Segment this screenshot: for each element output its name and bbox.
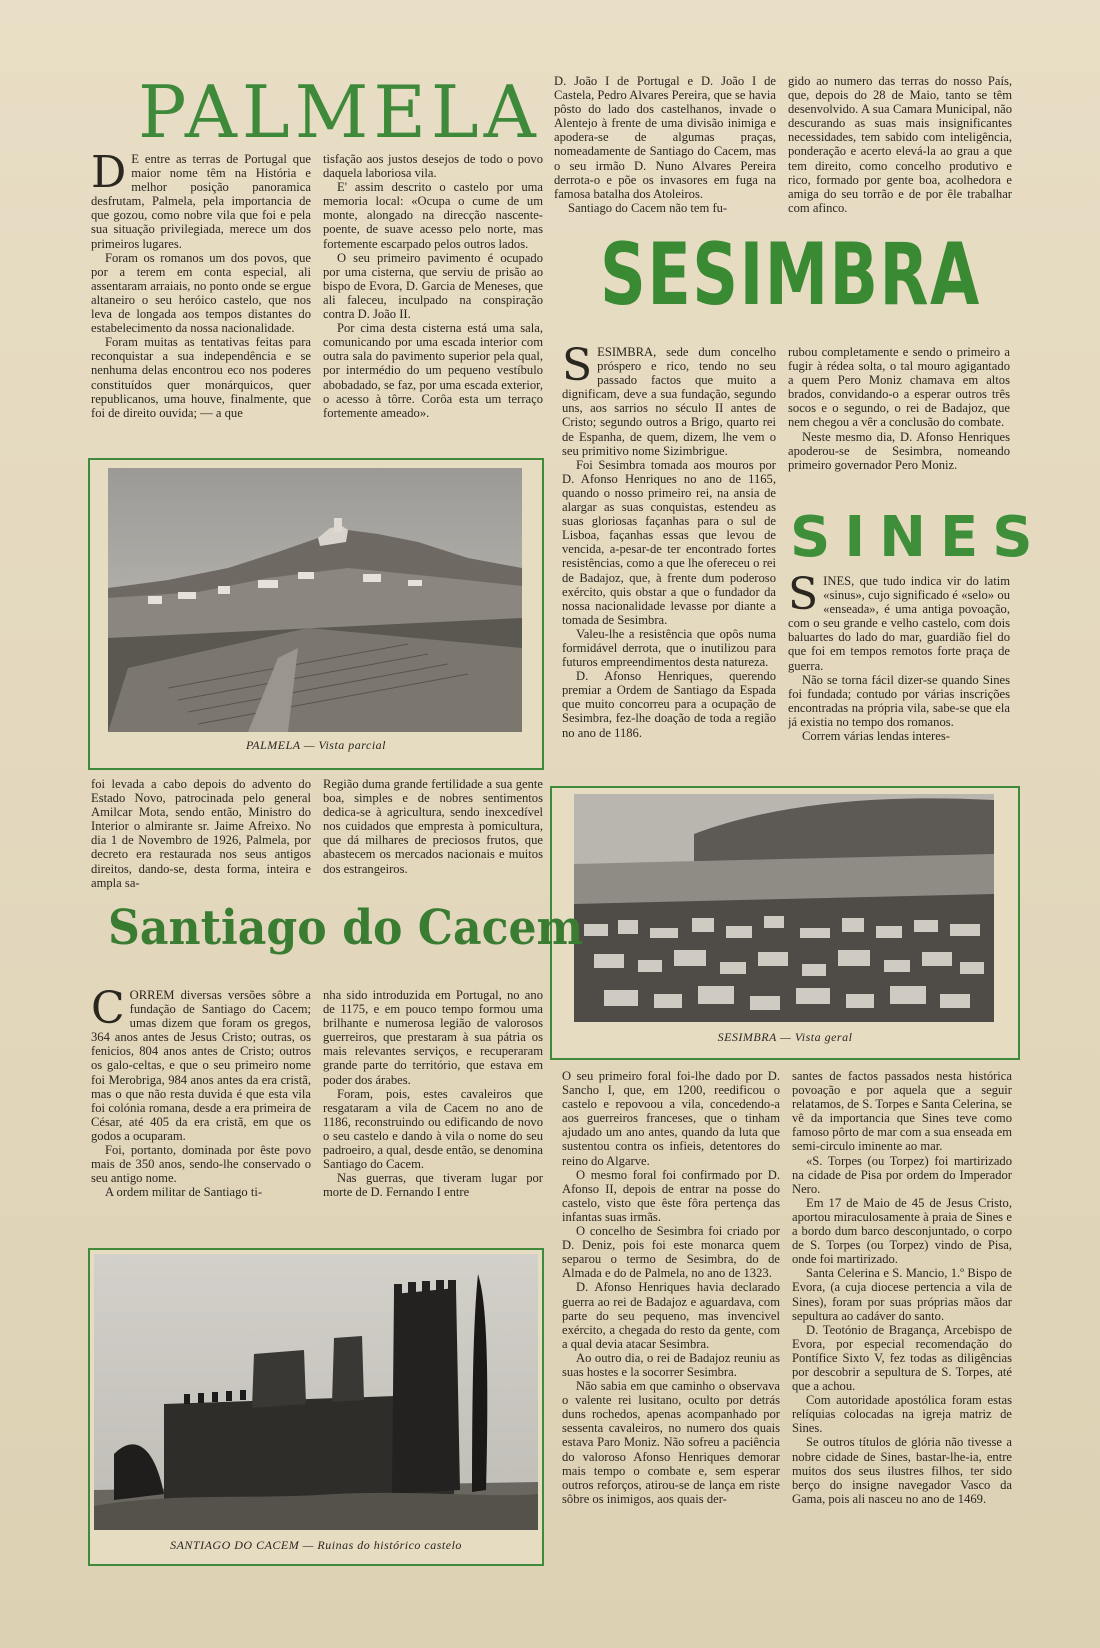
palmela-column-2 (323, 152, 543, 446)
sesimbra-title: SESIMBRA (600, 225, 981, 325)
paragraph: O concelho de Sesimbra foi criado por D. Deniz, pois foi este monarca quem separou o termo de Sesimbra, do de Almada e do de Palmela, no ano de 1323. (562, 1224, 780, 1281)
sesimbra-column-2 (788, 345, 1010, 485)
santiago-title: Santiago do Cacem (108, 900, 584, 956)
santiago-castle-image (94, 1254, 538, 1530)
paragraph: ESIMBRA, sede dum concelho próspero e rico, tendo no seu passado factos que muito a dignificam, deve a sua fundação, segundo uns, aos sarrios no século II antes de Cristo; segundo outros a Brigo, quarto rei de Espanha, de quem, dizem, lhe vem o seu primitivo nome Sizimbrigue. (562, 345, 776, 458)
paragraph: Foram muitas as tentativas feitas para reconquistar a sua independência e se nenhuma delas encontrou eco nos poderes constituídos quer monárquicos, quer republicanos, uma houve, finalmente, que foi de direito ouvida; — a que (91, 335, 311, 420)
paragraph: tisfação aos justos desejos de todo o povo daquela laboriosa vila. (323, 152, 543, 181)
santiago-drop-cap: C (91, 988, 125, 1034)
paragraph: E entre as terras de Portugal que maior nome têm na História e melhor posição panoramica desfrutam, Palmela, pela importancia de que gozou, como nobre vila que foi e pela sua situação privilegiada, merece um dos primeiros lugares. (91, 152, 311, 251)
paragraph: Se outros títulos de glória não tivesse a nobre cidade de Sines, bastar-lhe-ia, entre muitos dos seus ilustres filhos, ter sido berço do insigne navegador Vasco da Gama, pois ali nasceu no ano de 1469. (792, 1435, 1012, 1506)
palmela-landscape-image (108, 468, 522, 732)
santiago-continuation-column-2 (788, 74, 1012, 232)
paragraph: O mesmo foral foi confirmado por D. Afonso II, depois de entrar na posse do castelo, visto que êste fôra pertença das infantas suas irmãs. (562, 1167, 780, 1224)
sesimbra-column-3 (562, 1069, 780, 1585)
santiago-continuation-column (554, 74, 776, 232)
paragraph: D. João I de Portugal e D. João I de Castela, Pedro Alvares Pereira, que se havia pôsto do lado dos castelhanos, invade o Alentejo à frente de uma divisão inimiga e apodera-se de algumas praças, nomeadamente de Santiago do Cacem, mas o seu irmão D. Nuno Alvares Pereira derrota-o e põe os invasores em fuga na famosa batalha dos Atoleiros. (554, 74, 776, 201)
sesimbra-photo-frame (550, 786, 1020, 1060)
paragraph: Foram, pois, estes cavaleiros que resgataram a vila de Cacem no ano de 1186, reconstruindo ou edificando de novo o seu castelo e dando à vila o nome do seu padroeiro, a qual, desde então, se denomina Santiago do Cacem. (323, 1086, 543, 1172)
sesimbra-photo (574, 794, 994, 1022)
paragraph: Foi, portanto, dominada por êste povo mais de 350 anos, sendo-lhe conservado o seu antigo nome. (91, 1143, 311, 1186)
palmela-column-3 (91, 777, 311, 895)
paragraph: O seu primeiro foral foi-lhe dado por D. Sancho I, que, em 1200, reedificou o castelo e repovoou a vila, concedendo-a aos guerreiros franceses, que o tinham ajudado um ano antes, quando da luta que sustentou contra os infieis, detentores do reino do Algarve. (562, 1069, 780, 1168)
paragraph: D. Teotónio de Bragança, Arcebispo de Evora, por especial recomendação do Pontífice Sixto V, fez todas as diligências por descobrir a sepultura de S. Torpes, até que a achou. (792, 1322, 1012, 1394)
sesimbra-column-1 (562, 345, 776, 772)
sines-drop-cap: S (788, 574, 819, 620)
palmela-column-1 (91, 152, 311, 446)
sines-title: SINES (790, 505, 1047, 570)
palmela-title: PALMELA (138, 70, 541, 154)
paragraph: Santa Celerina e S. Mancio, 1.º Bispo de Evora, (a cuja diocese pertencia a vila de Sines), foram por suas próprias mãos dar sepultura ao cadáver do santo. (792, 1266, 1012, 1323)
paragraph: «S. Torpes (ou Torpez) foi martirizado na cidade de Pisa por ordem do Imperador Nero. (792, 1153, 1012, 1196)
paragraph: A ordem militar de Santiago ti- (105, 1185, 263, 1200)
paragraph: E' assim descrito o castelo por uma memoria local: «Ocupa o cume de um monte, alongado na direcção nascente-poente, de suave acesso pelo norte, mas fortemente escarpado pelos outros lados. (323, 180, 543, 251)
santiago-column-1 (91, 988, 311, 1238)
paragraph: ORREM diversas versões sôbre a fundação de Santiago do Cacem; umas dizem que foram os gregos, 364 anos antes de Jesus Cristo; outras, os fenicios, 804 anos antes de Cristo; outros os galo-celtas, e que o seu primeiro nome foi Merobriga, 984 anos antes da era cristã, mas o que não resta duvida é que esta vila foi colónia romana, desde a era primeira de César, até 405 da era cristã, em que os godos a ocuparam. (91, 988, 311, 1143)
paragraph: O seu primeiro pavimento é ocupado por uma cisterna, que serviu de prisão ao bispo de Evora, D. Garcia de Meneses, que ali faleceu, inculpado na conspiração contra D. João II. (323, 250, 543, 322)
santiago-photo-frame (88, 1248, 544, 1566)
paragraph: Foram os romanos um dos povos, que por a terem em conta especial, ali assentaram arraiais, no ponto onde se ergue altaneiro o seu heróico castelo, que nos leva de longada aos tempos distantes do estabelecimento da nossa nacionalidade. (91, 250, 311, 336)
palmela-column-4 (323, 777, 543, 895)
paragraph: Ao outro dia, o rei de Badajoz reuniu as suas hostes e la socorrer Sesimbra. (562, 1350, 780, 1379)
sesimbra-town-image (574, 794, 994, 1022)
paragraph: nha sido introduzida em Portugal, no ano de 1175, e em pouco tempo formou uma brilhante e numerosa legião de valorosos guerreiros, que prestaram à sua pátria os mais relevantes serviços, e recuperaram grande parte do território, que estava em poder dos árabes. (323, 988, 543, 1087)
paragraph: Correm várias lendas interes- (802, 729, 950, 744)
paragraph: D. Afonso Henriques, querendo premiar a Ordem de Santiago da Espada que muito concorreu para a ocupação de Sesimbra, fez-lhe doação de toda a região no ano de 1186. (562, 669, 776, 740)
paragraph: rubou completamente e sendo o primeiro a fugir à rédea solta, o tal mouro agigantado a quem Pero Moniz chamava em altos brados, convidando-o a esperar outros três socos e o segundo, o rei de Badajoz, que nem chegou a vêr a conclusão do combate. (788, 345, 1010, 430)
paragraph: Valeu-lhe a resistência que opôs numa formidável derrota, que o inutilizou para futuros empreendimentos desta natureza. (562, 626, 776, 670)
paragraph: Nas guerras, que tiveram lugar por morte de D. Fernando I entre (323, 1171, 543, 1200)
paragraph: gido ao numero das terras do nosso País, que, depois do 28 de Maio, tanto se têm desenvolvido. A sua Camara Municipal, não descurando as suas mais insignificantes necessidades, tem sabido com inteligência, ponderação e acerto elevá-la ao grau a que tem direito, como concelho produtivo e rico, formado por gente boa, acolhedora e amiga do seu torrão e de por êle trabalhar com afinco. (788, 74, 1012, 215)
paragraph: INES, que tudo indica vir do latim «sinus», cujo significado é «selo» ou «enseada», é uma antiga povoação, com o seu grande e velho castelo, com dois baluartes do lado do mar, guardião fiel do que foi em tempos remotos forte praça de guerra. (788, 574, 1010, 673)
palmela-caption: PALMELA — Vista parcial (245, 738, 387, 752)
paragraph: Santiago do Cacem não tem fu- (568, 200, 728, 215)
palmela-photo (108, 468, 522, 732)
paragraph: Não se torna fácil dizer-se quando Sines foi fundada; contudo por várias inscrições encontradas na própria vila, sabe-se que ela já existia no tempo dos romanos. (788, 672, 1010, 729)
sines-column (788, 574, 1010, 772)
paragraph: Foi Sesimbra tomada aos mouros por D. Afonso Henriques no ano de 1165, quando o nosso primeiro rei, na ansia de alargar as suas conquistas, estendeu as suas gloriosas façanhas para o sul de Lisboa, façanhas essas que levou de vencida, a-pesar-de ter encontrado fortes resistências, como a que lhe ofereceu o rei de Badajoz, que, à frente dum poderoso exército, quis obstar a que o fundador da nossa nacionalidade levasse por diante a tomada de Sesimbra. (562, 457, 776, 627)
santiago-column-2 (323, 988, 543, 1238)
sesimbra-caption: SESIMBRA — Vista geral (717, 1030, 853, 1044)
sines-column-2 (792, 1069, 1012, 1585)
paragraph: D. Afonso Henriques havia declarado guerra ao rei de Badajoz e aguardava, com parte do seu pequeno, mas invencivel exército, a chegada do resto da gente, com a qual devia atacar Sesimbra. (562, 1280, 780, 1351)
paragraph: Região duma grande fertilidade a sua gente boa, simples e de nobres sentimentos dedica-se à agricultura, sendo inexcedível nos cuidados que empresta à pomicultura, que dá milhares de preciosos frutos, que abastecem os mercados nacionais e muitos dos estrangeiros. (323, 777, 543, 876)
santiago-photo (94, 1254, 538, 1530)
paragraph: foi levada a cabo depois do advento do Estado Novo, patrocinada pelo general Amilcar Mota, sendo então, Ministro do Interior o almirante sr. Jaime Afreixo. No dia 1 de Novembro de 1926, Palmela, por decreto era restaurada nos seus antigos direitos, dando-se, desta forma, inteira e ampla sa- (91, 777, 311, 890)
palmela-drop-cap: D (91, 152, 127, 198)
santiago-caption: SANTIAGO DO CACEM — Ruinas do histórico castelo (170, 1538, 462, 1552)
paragraph: Com autoridade apostólica foram estas relíquias colocadas na igreja matriz de Sines. (792, 1393, 1012, 1436)
paragraph: Em 17 de Maio de 45 de Jesus Cristo, aportou miraculosamente à praia de Sines e a bordo dum barco desconjuntado, o corpo de S. Torpes (ou Torpez) vindo de Pisa, onde foi martirizado. (792, 1195, 1012, 1267)
palmela-photo-frame (88, 458, 544, 770)
paragraph: santes de factos passados nesta histórica povoação e por aquela que a seguir relatamos, de S. Torpes e Santa Celerina, se vê da importancia que Sines teve como famoso pôrto de mar com a sua enseada em semi-circulo iminente ao mar. (792, 1069, 1012, 1154)
sesimbra-drop-cap: S (562, 345, 593, 391)
paragraph: Por cima desta cisterna está uma sala, comunicando por uma escada interior com outra sala do pavimento superior pela qual, por intermédio do um pequeno vestíbulo abobadado, se faz, por uma escada exterior, o acesso à tôrre. Corôa esta um terraço fortemente ameado». (323, 321, 543, 420)
paragraph: Neste mesmo dia, D. Afonso Henriques apoderou-se de Sesimbra, nomeando primeiro governador Pero Moniz. (788, 429, 1010, 472)
paragraph: Não sabia em que caminho o observava o valente rei lusitano, oculto por detrás duns rochedos, apenas acompanhado por sessenta cavaleiros, no numero dos quais estava Paro Moniz. Não sofreu a paciência do valoroso Afonso Henriques demorar mais tempo o combate e, sem esperar outros reforços, atirou-se de lança em riste sôbre os inimigos, aos quais der- (562, 1379, 780, 1506)
